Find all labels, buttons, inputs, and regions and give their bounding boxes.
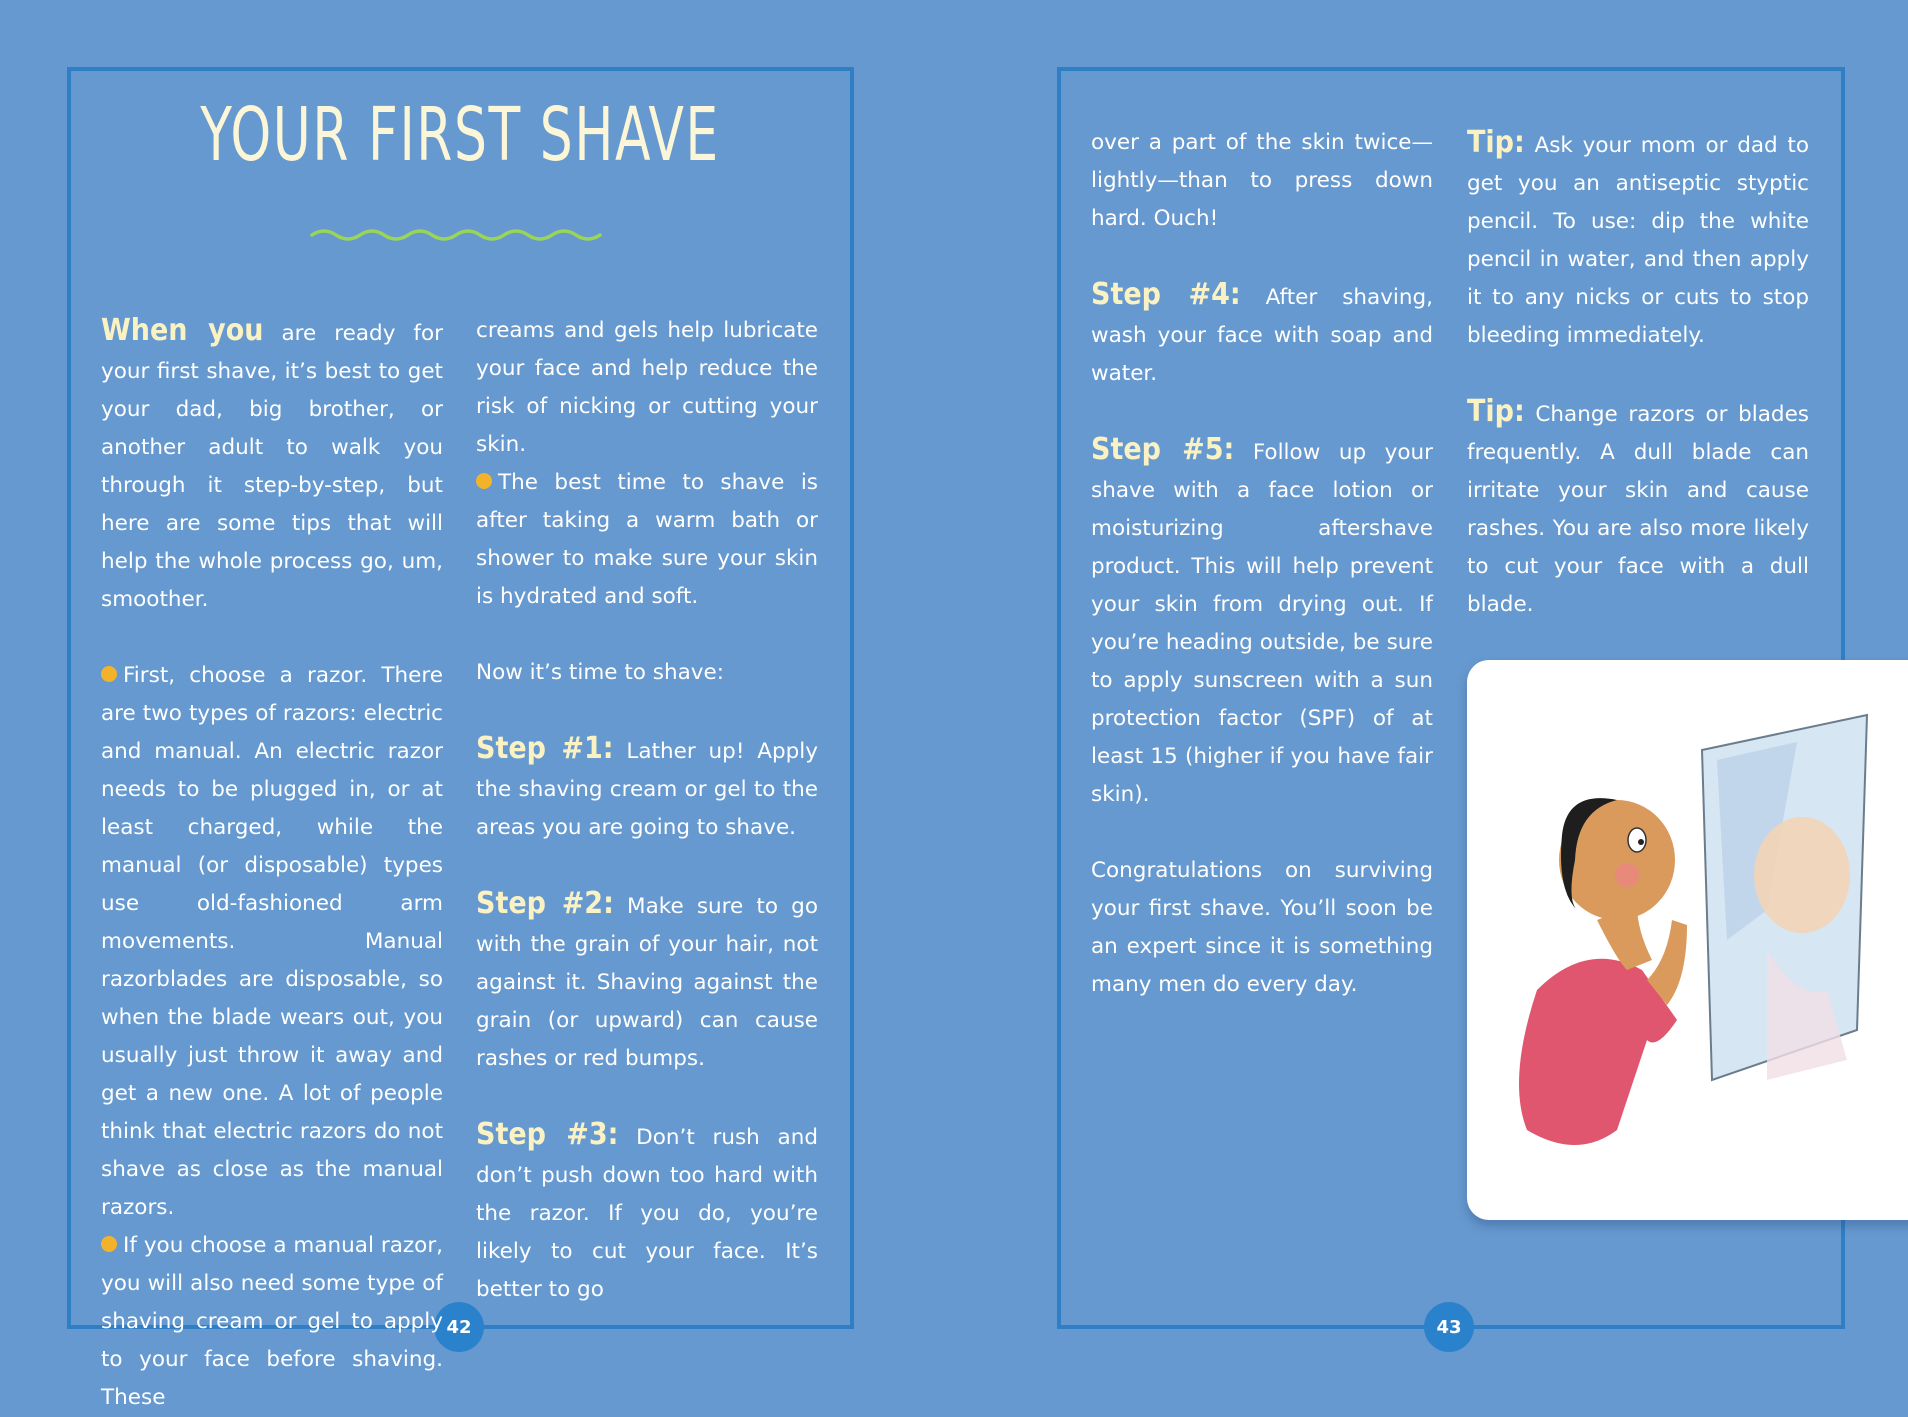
page-title: YOUR FIRST SHAVE	[200, 92, 720, 178]
step-1: Step #1: Lather up! Apply the shaving cream or gel to the areas you are going to shave.	[476, 731, 818, 840]
step-label: Step #3:	[476, 1117, 619, 1152]
step-label: Step #2:	[476, 886, 614, 921]
tip-label: Tip:	[1467, 394, 1525, 429]
tip-1: Tip: Ask your mom or dad to get you an antiseptic styptic pencil. To use: dip the white pencil in water, and then apply it to any nicks or cuts to stop bleeding immediately.	[1467, 125, 1809, 348]
step-label: Step #4:	[1091, 277, 1241, 312]
boy-at-mirror-illustration	[1467, 660, 1908, 1220]
left-column-2	[476, 312, 818, 1309]
closing-paragraph: Congratulations on surviving your first shave. You’ll soon be an expert since it is something many men do every day.	[1091, 858, 1433, 997]
continuation-paragraph: over a part of the skin twice—lightly—than to press down hard. Ouch!	[1091, 130, 1433, 231]
bullet-paragraph: First, choose a razor. There are two types of razors: electric and manual. An electric razor needs to be plugged in, or at least charged, while the manual (or disposable) types use old-fashioned arm movements. Manual razorblades are disposable, so when the blade wears out, you usually just throw it away and get a new one. A lot of people think that electric razors do not shave as close as the manual razors.	[101, 663, 443, 1220]
intro-text: are ready for your first shave, it’s best to get your dad, big brother, or another adult to walk you through it step-by-step, but here are some tips that will help the whole process go, um, smoother.	[101, 321, 443, 612]
step-label: Step #5:	[1091, 432, 1235, 467]
step-2: Step #2: Make sure to go with the grain of your hair, not against it. Shaving against the grain (or upward) can cause rashes or red bumps.	[476, 886, 818, 1071]
page-number-badge-42: 42	[434, 1302, 484, 1352]
right-column-2	[1467, 124, 1809, 624]
step-3: Step #3: Don’t rush and don’t push down too hard with the razor. If you do, you’re likely to cut your face. It’s better to go	[476, 1117, 818, 1302]
tip-2: Tip: Change razors or blades frequently. A dull blade can irritate your skin and cause rashes. You are also more likely to cut your face with a dull blade.	[1467, 394, 1809, 617]
shaving-illustration-card	[1467, 660, 1908, 1220]
page-number-badge-43: 43	[1424, 1302, 1474, 1352]
left-column-1	[101, 312, 443, 1417]
bullet-dot-icon	[476, 473, 492, 489]
right-column-1	[1091, 124, 1433, 1004]
bullet-paragraph: If you choose a manual razor, you will also need some type of shaving cream or gel to apply to your face before shaving. These	[101, 1233, 443, 1410]
step-5: Step #5: Follow up your shave with a face lotion or moisturizing aftershave product. This will help prevent your skin from drying out. If you’re heading outside, be sure to apply sunscreen with a sun protection factor (SPF) of at least 15 (higher if you have fair skin).	[1091, 432, 1433, 807]
intro-paragraph	[101, 312, 443, 619]
bullet-dot-icon	[101, 1236, 117, 1252]
step-4: Step #4: After shaving, wash your face with soap and water.	[1091, 277, 1433, 386]
step-label: Step #1:	[476, 731, 614, 766]
continuation-paragraph: creams and gels help lubricate your face and help reduce the risk of nicking or cutting your skin.	[476, 318, 818, 457]
transition-text: Now it’s time to shave:	[476, 660, 724, 685]
tip-label: Tip:	[1467, 125, 1525, 160]
lead-in-text: When you	[101, 313, 264, 348]
bullet-dot-icon	[101, 666, 117, 682]
decorative-squiggle-divider	[310, 225, 610, 245]
bullet-paragraph: The best time to shave is after taking a warm bath or shower to make sure your skin is hydrated and soft.	[476, 470, 818, 609]
